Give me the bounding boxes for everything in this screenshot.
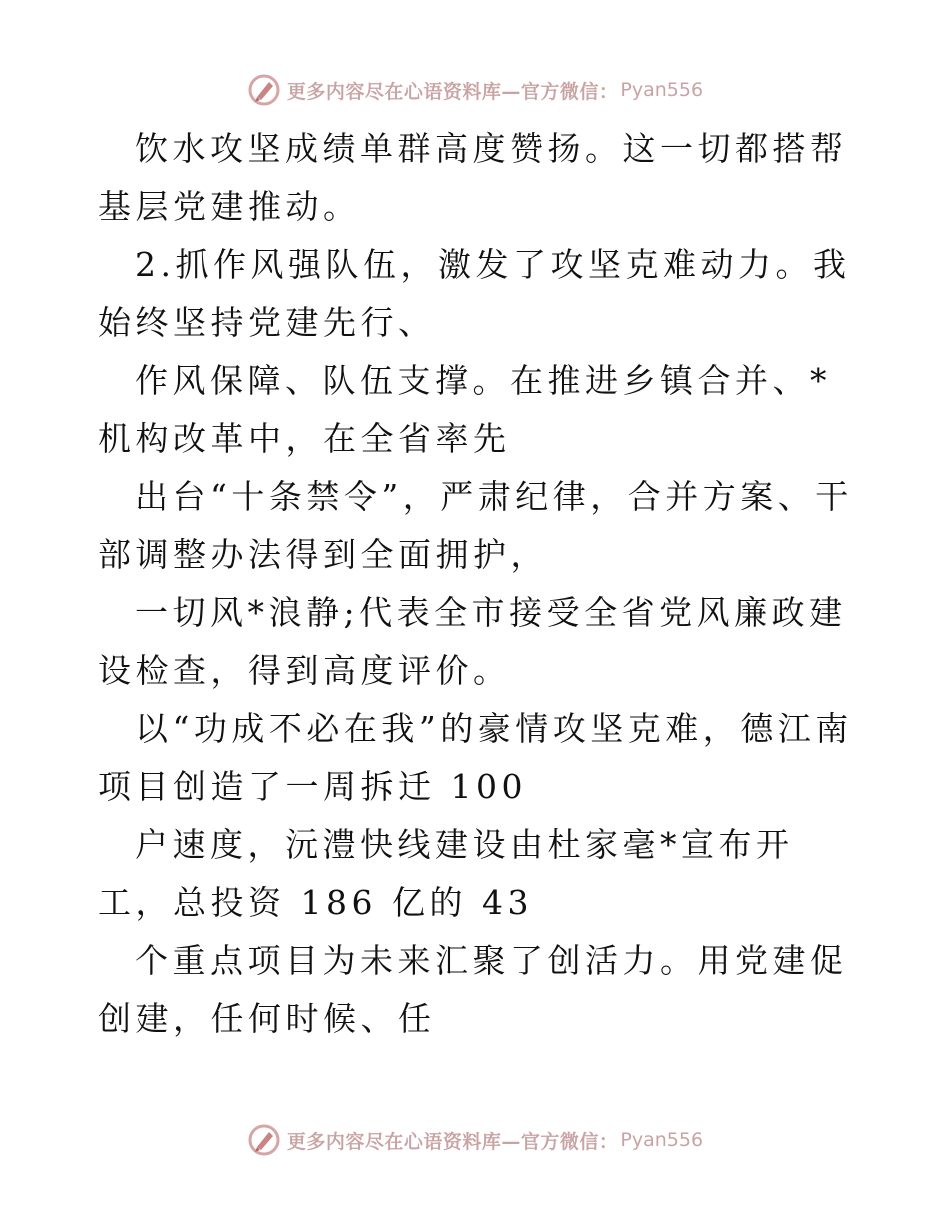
text-line: 改革中，在全省率先 <box>173 419 511 458</box>
banner-id: Pyan556 <box>620 1129 704 1151</box>
text-line: 坚持党建先行、 <box>173 303 436 342</box>
text-line: 2.抓作风强队伍，激发了攻坚克难动力。我始终 <box>98 245 851 342</box>
paragraph <box>98 816 858 932</box>
paragraph <box>98 932 858 1048</box>
banner-text: 更多内容尽在心语资料库—官方微信： <box>286 1130 619 1153</box>
text-line: 出台“十条禁令”，严肃纪律，合并方案、干部 <box>98 477 853 574</box>
text-line: 建，任何时候、任 <box>135 999 436 1038</box>
text-line: 户速度，沅澧快线建设由杜家毫*宣布开工，总 <box>98 825 794 922</box>
header-watermark-banner <box>0 70 950 110</box>
paragraph <box>98 468 858 584</box>
banner-text: 更多内容尽在心语资料库—官方微信： <box>286 80 619 103</box>
text-line: 党建推动。 <box>173 187 361 226</box>
text-line: 一切风*浪静;代表全市接受全省党风廉政建设检 <box>98 593 847 690</box>
paragraph <box>98 236 858 352</box>
text-line: 目创造了一周拆迁 100 <box>135 767 527 806</box>
text-line: 投资 186 亿的 43 <box>210 883 533 922</box>
text-line: 以“功成不必在我”的豪情攻坚克难，德江南项 <box>98 709 853 806</box>
paragraph <box>98 700 858 816</box>
paragraph <box>98 120 858 236</box>
pen-logo-icon <box>247 1123 281 1157</box>
paragraph <box>98 584 858 700</box>
text-line: 个重点项目为未来汇聚了创活力。用党建促创 <box>98 941 848 1038</box>
text-line: 调整办法得到全面拥护， <box>135 535 548 574</box>
text-line: 饮水攻坚成绩单群高度赞扬。这一切都搭帮基层 <box>98 129 848 226</box>
text-line: 作风保障、队伍支撑。在推进乡镇合并、*机构 <box>98 361 831 458</box>
pen-logo-icon <box>247 73 281 107</box>
document-body <box>98 120 858 1048</box>
banner-id: Pyan556 <box>620 79 704 101</box>
text-line: 查，得到高度评价。 <box>173 651 511 690</box>
paragraph <box>98 352 858 468</box>
footer-watermark-banner <box>0 1120 950 1160</box>
